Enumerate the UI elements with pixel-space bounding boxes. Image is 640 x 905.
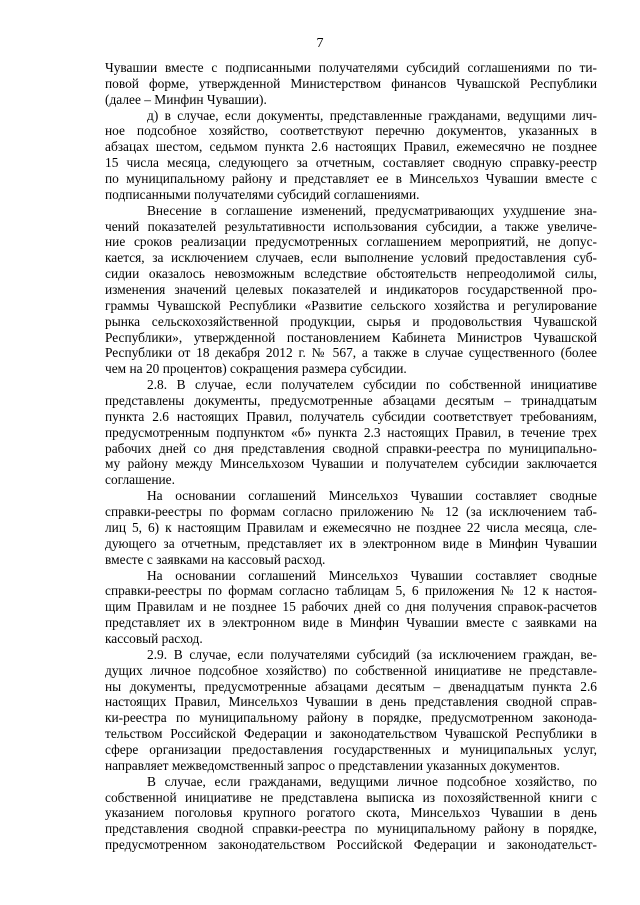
text-line: абзацах шестом, седьмом пункта 2.6 настоящих Правил, ежемесячно не позднее bbox=[105, 139, 597, 155]
text-line: направляет межведомственный запрос о представлении указанных документов. bbox=[105, 757, 560, 773]
text-line: щим Правилам и не позднее 15 рабочих дней со дня получения справок-расчетов bbox=[105, 599, 597, 615]
text-line: изменения значений целевых показателей и индикаторов государственной про- bbox=[105, 282, 597, 298]
text-line: чем на 20 процентов) сокращения размера субсидии. bbox=[105, 361, 407, 377]
text-line: по муниципальному району и представляет ее в Минсельхоз Чувашии вместе с bbox=[105, 171, 597, 187]
text-line: представляет их в электронном виде в Минфин Чувашии вместе с заявками на bbox=[105, 615, 597, 631]
text-line: указанием поголовья крупного рогатого скота, Минсельхоз Чувашии в день bbox=[105, 805, 597, 821]
text-line: тельством Российской Федерации и законодательством Чувашской Республики в bbox=[105, 726, 597, 742]
text-line: ние сроков реализации предусмотренных соглашением мероприятий, не допус- bbox=[105, 234, 597, 250]
text-line: 15 числа месяца, следующего за отчетным, составляет сводную справку-реестр bbox=[105, 155, 597, 171]
text-line: сидии оказалось невозможным вследствие обстоятельств непреодолимой силы, bbox=[105, 266, 597, 282]
text-line: Республики от 18 декабря 2012 г. № 567, а также в случае существенного (более bbox=[105, 345, 597, 361]
text-line: дущих личное подсобное хозяйство) по собственной инициативе не представле- bbox=[105, 662, 597, 678]
text-line: граммы Чувашской Республики «Развитие сельского хозяйства и регулирование bbox=[105, 297, 597, 313]
text-line: рабочих дней со дня представления сводной справки-реестра по муниципально- bbox=[105, 440, 597, 456]
text-line: ны документы, предусмотренные абзацами десятым – двенадцатым пункта 2.6 bbox=[105, 678, 597, 694]
text-line: справки-реестры по формам согласно таблицам 5, 6 приложения № 12 к настоя- bbox=[105, 583, 597, 599]
text-line: чений показателей результативности использования субсидии, а также увеличе- bbox=[105, 218, 597, 234]
text-line: повой форме, утвержденной Министерством финансов Чувашской Республики bbox=[105, 75, 597, 91]
text-line: соглашение. bbox=[105, 472, 175, 488]
text-line: пункта 2.6 настоящих Правил, получатель субсидии соответствует требованиям, bbox=[105, 408, 597, 424]
text-line: кассовый расход. bbox=[105, 630, 203, 646]
text-line: рынка сельскохозяйственной продукции, сырья и продовольствия Чувашской bbox=[105, 313, 597, 329]
text-line: На основании соглашений Минсельхоз Чувашии составляет сводные bbox=[147, 488, 597, 504]
text-line: представлены документы, предусмотренные абзацами десятым – тринадцатым bbox=[105, 393, 597, 409]
text-line: Чувашии вместе с подписанными получателями субсидий соглашениями по ти- bbox=[105, 60, 597, 75]
text-line: представления сводной справки-реестра по муниципальному району в порядке, bbox=[105, 821, 597, 837]
text-line: кается, за исключением случаев, если выполнение условий предоставления суб- bbox=[105, 250, 597, 266]
text-line: (далее – Минфин Чувашии). bbox=[105, 91, 267, 107]
text-line: лиц 5, 6) к настоящим Правилам и ежемесячно не позднее 22 числа месяца, сле- bbox=[105, 519, 597, 535]
text-line: дующего за отчетным, представляет их в электронном виде в Минфин Чувашии bbox=[105, 535, 597, 551]
text-line: ное подсобное хозяйство, соответствуют перечню документов, указанных в bbox=[105, 123, 597, 139]
text-line: предусмотренном законодательством Российской Федерации и законодательст- bbox=[105, 837, 597, 853]
text-line: настоящих Правил, Минсельхоз Чувашии в день представления сводной справ- bbox=[105, 694, 597, 710]
page-number: 7 bbox=[316, 36, 324, 51]
text-line: 2.8. В случае, если получателем субсидии по собственной инициативе bbox=[147, 377, 597, 393]
text-line: На основании соглашений Минсельхоз Чувашии составляет сводные bbox=[147, 567, 597, 583]
text-line: справки-реестры по формам согласно приложению № 12 (за исключением таб- bbox=[105, 504, 597, 520]
text-line: 2.9. В случае, если получателями субсидий (за исключением граждан, ве- bbox=[147, 646, 597, 662]
text-line: сфере организации предоставления государственных и муниципальных услуг, bbox=[105, 741, 597, 757]
text-line: В случае, если гражданами, ведущими личное подсобное хозяйство, по bbox=[147, 773, 597, 789]
text-line: ки-реестра по муниципальному району в порядке, предусмотренном законода- bbox=[105, 710, 597, 726]
text-line: Республики», утвержденной постановлением Кабинета Министров Чувашской bbox=[105, 329, 597, 345]
text-line: вместе с заявками на кассовый расход. bbox=[105, 551, 326, 567]
document-body bbox=[105, 60, 597, 853]
text-line: подписанными получателями субсидий соглашениями. bbox=[105, 186, 420, 202]
text-line: Внесение в соглашение изменений, предусматривающих ухудшение зна- bbox=[147, 202, 597, 218]
text-line: предусмотренным подпунктом «б» пункта 2.3 настоящих Правил, в течение трех bbox=[105, 424, 597, 440]
text-line: собственной инициативе не представлена выписка из похозяйственной книги с bbox=[105, 789, 597, 805]
text-line: му району между Минсельхозом Чувашии и получателем субсидии заключается bbox=[105, 456, 597, 472]
text-line: д) в случае, если документы, представленные гражданами, ведущими лич- bbox=[147, 107, 597, 123]
